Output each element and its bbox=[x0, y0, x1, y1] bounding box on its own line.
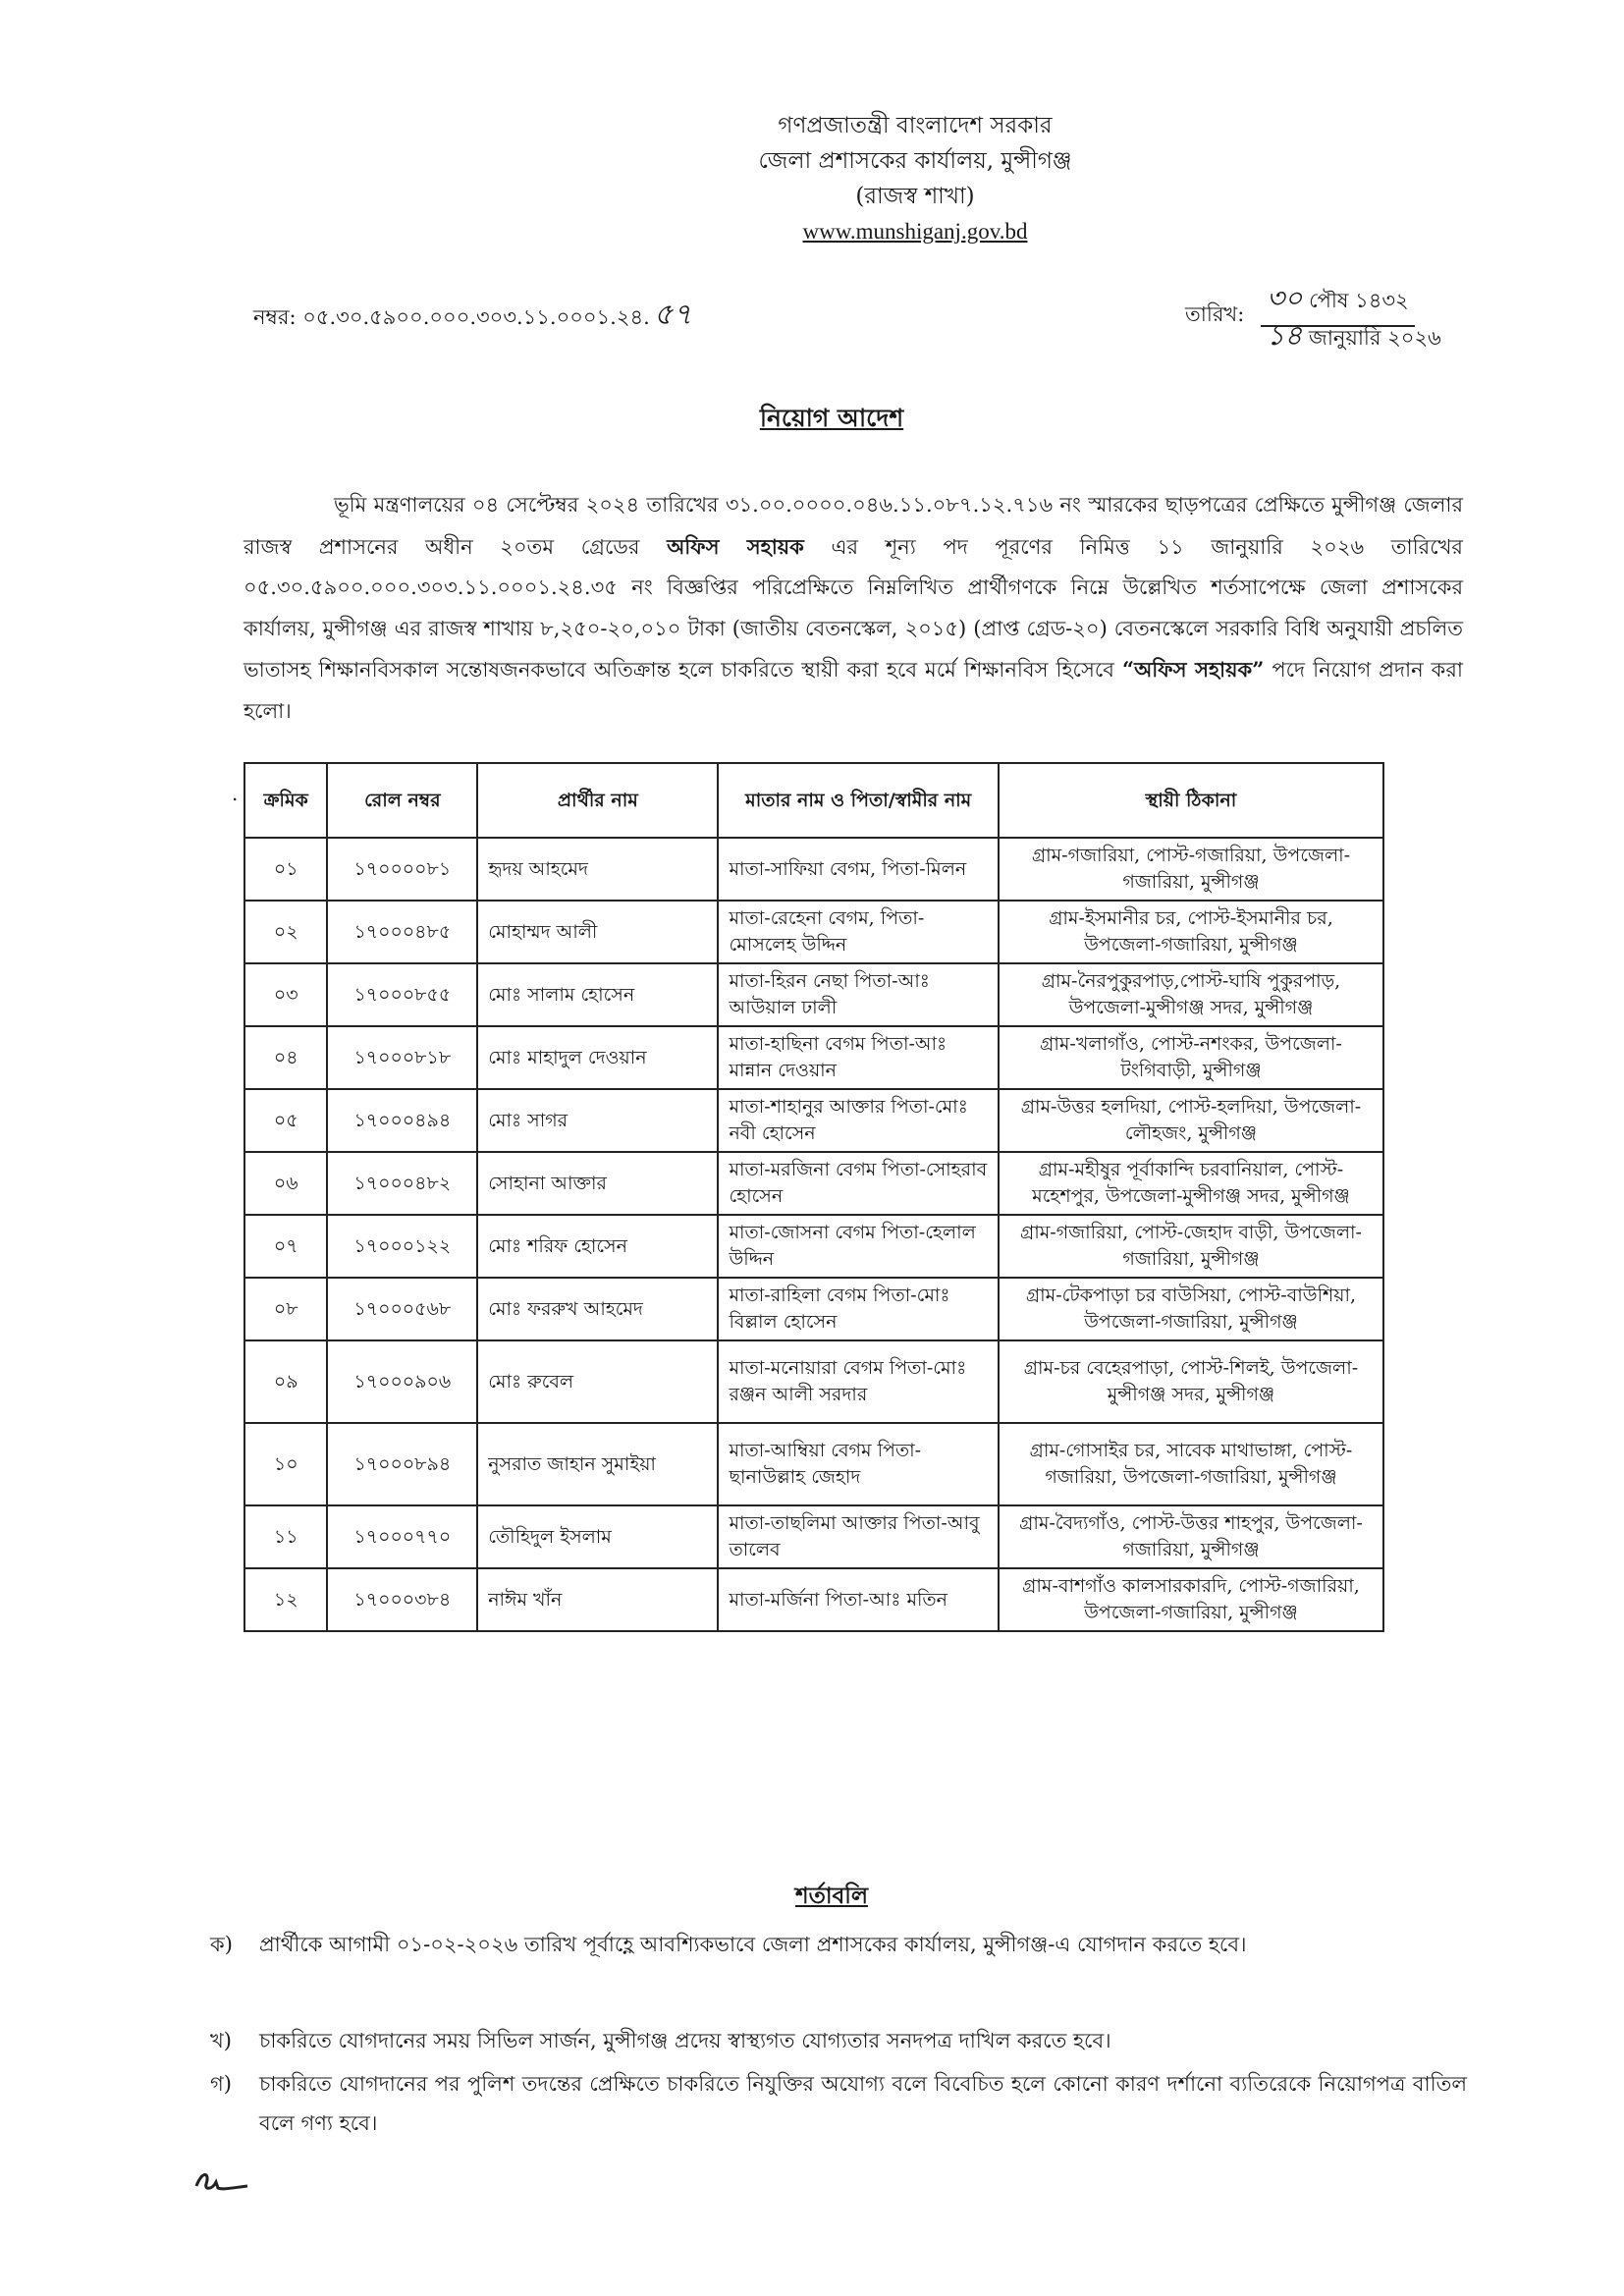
serial-cell: ০৮ bbox=[244, 1278, 327, 1340]
margin-mark: . bbox=[232, 782, 239, 805]
post-name-bold: অফিস সহায়ক bbox=[667, 533, 804, 559]
initial-signature bbox=[192, 2160, 251, 2200]
table-row bbox=[244, 1278, 1383, 1340]
address-cell: গ্রাম-ইসমানীর চর, পোস্ট-ইসমানীর চর, উপজেলা-গজারিয়া, মুন্সীগঞ্জ bbox=[999, 901, 1383, 963]
roll-cell: ১৭০০০৭৭০ bbox=[327, 1505, 477, 1568]
name-cell: মোহাম্মদ আলী bbox=[477, 901, 718, 963]
address-cell: গ্রাম-গোসাইর চর, সাবেক মাথাভাঙ্গা, পোস্ট-গজারিয়া, উপজেলা-গজারিয়া, মুন্সীগঞ্জ bbox=[999, 1423, 1383, 1505]
table-body bbox=[244, 838, 1383, 1631]
term-key: খ) bbox=[210, 2029, 232, 2052]
table-header-row bbox=[244, 763, 1383, 838]
memo-label: নম্বর: ০৫.৩০.৫৯০০.০০০.৩০৩.১১.০০০১.২৪. bbox=[253, 305, 650, 329]
term-text: প্রার্থীকে আগামী ০১-০২-২০২৬ তারিখ পূর্বাহ্ণে আবশ্যিকভাবে জেলা প্রশাসকের কার্যালয়, মুন্সীগঞ্জ-এ যোগদান করতে হবে। bbox=[259, 1933, 1247, 1956]
terms-title: শর্তাবলি bbox=[794, 1883, 869, 1909]
serial-cell: ০৫ bbox=[244, 1089, 327, 1152]
table-row bbox=[244, 1026, 1383, 1089]
website-link[interactable]: www.munshiganj.gov.bd bbox=[802, 219, 1028, 244]
government-name: গণপ্রজাতন্ত্রী বাংলাদেশ সরকার bbox=[778, 113, 1053, 138]
table-row bbox=[244, 1568, 1383, 1631]
name-cell: মোঃ রুবেল bbox=[477, 1340, 718, 1423]
address-cell: গ্রাম-খলাগাঁও, পোস্ট-নশংকর, উপজেলা-টংগিবাড়ী, মুন্সীগঞ্জ bbox=[999, 1026, 1383, 1089]
header-parents: মাতার নাম ও পিতা/স্বামীর নাম bbox=[718, 763, 998, 838]
table-row bbox=[244, 1505, 1383, 1568]
serial-cell: ০২ bbox=[244, 901, 327, 963]
office-name: জেলা প্রশাসকের কার্যালয়, মুন্সীগঞ্জ bbox=[758, 148, 1072, 174]
address-cell: গ্রাম-উত্তর হলদিয়া, পোস্ট-হলদিয়া, উপজেলা-লৌহজং, মুন্সীগঞ্জ bbox=[999, 1089, 1383, 1152]
letterhead bbox=[0, 108, 1624, 249]
table-row bbox=[244, 963, 1383, 1026]
table-row bbox=[244, 838, 1383, 901]
roll-cell: ১৭০০০৮১৮ bbox=[327, 1026, 477, 1089]
roll-cell: ১৭০০০৮৯৪ bbox=[327, 1423, 477, 1505]
parents-cell: মাতা-রেহেনা বেগম, পিতা-মোসলেহ উদ্দিন bbox=[718, 901, 998, 963]
term-key: ক) bbox=[210, 1933, 233, 1956]
table-row bbox=[244, 1089, 1383, 1152]
address-cell: গ্রাম-চর বেহেরপাড়া, পোস্ট-শিলই, উপজেলা-মুন্সীগঞ্জ সদর, মুন্সীগঞ্জ bbox=[999, 1340, 1383, 1423]
memo-handwritten-number: ৫৭ bbox=[653, 298, 692, 332]
serial-cell: ১১ bbox=[244, 1505, 327, 1568]
serial-cell: ০১ bbox=[244, 838, 327, 901]
name-cell: মোঃ শরিফ হোসেন bbox=[477, 1215, 718, 1278]
parents-cell: মাতা-রাহিলা বেগম পিতা-মোঃ বিল্লাল হোসেন bbox=[718, 1278, 998, 1340]
parents-cell: মাতা-জোসনা বেগম পিতা-হেলাল উদ্দিন bbox=[718, 1215, 998, 1278]
address-cell: গ্রাম-বাশগাঁও কালসারকারদি, পোস্ট-গজারিয়া, উপজেলা-গজারিয়া, মুন্সীগঞ্জ bbox=[999, 1568, 1383, 1631]
parents-cell: মাতা-মনোয়ারা বেগম পিতা-মোঃ রঞ্জন আলী সরদার bbox=[718, 1340, 998, 1423]
serial-cell: ১২ bbox=[244, 1568, 327, 1631]
table-row bbox=[244, 1152, 1383, 1215]
parents-cell: মাতা-সাফিয়া বেগম, পিতা-মিলন bbox=[718, 838, 998, 901]
table-row bbox=[244, 1215, 1383, 1278]
appointees-table bbox=[244, 762, 1384, 1632]
roll-cell: ১৭০০০৫৬৮ bbox=[327, 1278, 477, 1340]
name-cell: সোহানা আক্তার bbox=[477, 1152, 718, 1215]
header-serial: ক্রমিক bbox=[244, 763, 327, 838]
english-date bbox=[1261, 314, 1447, 360]
bangla-date-month: পৌষ ১৪৩২ bbox=[1309, 289, 1409, 312]
english-date-month: জানুয়ারি ২০২৬ bbox=[1309, 326, 1441, 350]
term-item bbox=[210, 2021, 1467, 2060]
parents-cell: মাতা-হাছিনা বেগম পিতা-আঃ মান্নান দেওয়ান bbox=[718, 1026, 998, 1089]
serial-cell: ০৪ bbox=[244, 1026, 327, 1089]
term-text: চাকরিতে যোগদানের সময় সিভিল সার্জন, মুন্সীগঞ্জ প্রদেয় স্বাস্থ্যগত যোগ্যতার সনদপত্র দাখিল করতে হবে। bbox=[259, 2029, 1111, 2052]
name-cell: মোঃ ফররুখ আহমেদ bbox=[477, 1278, 718, 1340]
date-block bbox=[1167, 277, 1462, 352]
name-cell: হৃদয় আহমেদ bbox=[477, 838, 718, 901]
table-row bbox=[244, 901, 1383, 963]
bangla-date-day: ৩০ bbox=[1267, 282, 1303, 314]
address-cell: গ্রাম-বৈদ্যগাঁও, পোস্ট-উত্তর শাহপুর, উপজেলা-গজারিয়া, মুন্সীগঞ্জ bbox=[999, 1505, 1383, 1568]
parents-cell: মাতা-তাছলিমা আক্তার পিতা-আবু তালেব bbox=[718, 1505, 998, 1568]
roll-cell: ১৭০০০১২২ bbox=[327, 1215, 477, 1278]
roll-cell: ১৭০০০৪৮২ bbox=[327, 1152, 477, 1215]
address-cell: গ্রাম-মহীষুর পূর্বাকান্দি চরবানিয়াল, পোস্ট-মহেশপুর, উপজেলা-মুন্সীগঞ্জ সদর, মুন্সীগঞ্জ bbox=[999, 1152, 1383, 1215]
date-label: তারিখ: bbox=[1185, 302, 1245, 326]
roll-cell: ১৭০০০০৮১ bbox=[327, 838, 477, 901]
serial-cell: ০৩ bbox=[244, 963, 327, 1026]
table-row bbox=[244, 1340, 1383, 1423]
branch-name: (রাজস্ব শাখা) bbox=[855, 184, 975, 209]
term-item bbox=[210, 1925, 1467, 1964]
order-body: ভূমি মন্ত্রণালয়ের ০৪ সেপ্টেম্বর ২০২৪ তারিখের ৩১.০০.০০০০.০৪৬.১১.০৮৭.১২.৭১৬ নং স্মারকের ছাড়পত্রের প্রেক্ষিতে মুন্সীগঞ্জ জেলার রাজস্ব প্রশাসনের অধীন ২০তম গ্রেডের অফিস সহায়ক এর শূন্য পদ পূরণের নিমিত্ত ১১ জানুয়ারি ২০২৬ তারিখের ০৫.৩০.৫৯০০.০০০.৩০৩.১১.০০০১.২৪.৩৫ নং বিজ্ঞপ্তির পরিপ্রেক্ষিতে নিম্নলিখিত প্রার্থীগণকে নিম্নে উল্লেখিত শর্তসাপেক্ষে জেলা প্রশাসকের কার্যালয়, মুন্সীগঞ্জ এর রাজস্ব শাখায় ৮,২৫০-২০,০১০ টাকা (জাতীয় বেতনস্কেল, ২০১৫) (প্রাপ্ত গ্রেড-২০) বেতনস্কেলে সরকারি বিধি অনুযায়ী প্রচলিত ভাতাসহ শিক্ষানবিসকাল সন্তোষজনকভাবে অতিক্রান্ত হলে চাকরিতে স্থায়ী করা হবে মর্মে শিক্ষানবিস হিসেবে “অফিস সহায়ক” পদে নিয়োগ প্রদান করা হলো। bbox=[244, 493, 1463, 723]
order-title: নিয়োগ আদেশ bbox=[759, 404, 904, 432]
address-cell: গ্রাম-টেকপাড়া চর বাউসিয়া, পোস্ট-বাউশিয়া, উপজেলা-গজারিয়া, মুন্সীগঞ্জ bbox=[999, 1278, 1383, 1340]
serial-cell: ০৯ bbox=[244, 1340, 327, 1423]
name-cell: তৌহিদুল ইসলাম bbox=[477, 1505, 718, 1568]
address-cell: গ্রাম-গজারিয়া, পোস্ট-জেহাদ বাড়ী, উপজেলা-গজারিয়া, মুন্সীগঞ্জ bbox=[999, 1215, 1383, 1278]
name-cell: মোঃ সাগর bbox=[477, 1089, 718, 1152]
memo-number bbox=[253, 291, 692, 341]
name-cell: মোঃ মাহাদুল দেওয়ান bbox=[477, 1026, 718, 1089]
header-address: স্থায়ী ঠিকানা bbox=[999, 763, 1383, 838]
term-item bbox=[210, 2064, 1467, 2143]
name-cell: মোঃ সালাম হোসেন bbox=[477, 963, 718, 1026]
parents-cell: মাতা-আম্বিয়া বেগম পিতা-ছানাউল্লাহ জেহাদ bbox=[718, 1423, 998, 1505]
serial-cell: ০৭ bbox=[244, 1215, 327, 1278]
serial-cell: ১০ bbox=[244, 1423, 327, 1505]
address-cell: গ্রাম-নৈরপুকুরপাড়,পোস্ট-ঘাষি পুকুরপাড়, উপজেলা-মুন্সীগঞ্জ সদর, মুন্সীগঞ্জ bbox=[999, 963, 1383, 1026]
roll-cell: ১৭০০০৪৮৫ bbox=[327, 901, 477, 963]
english-date-day: ১৪ bbox=[1267, 319, 1303, 352]
parents-cell: মাতা-শাহানুর আক্তার পিতা-মোঃ নবী হোসেন bbox=[718, 1089, 998, 1152]
roll-cell: ১৭০০০৪৯৪ bbox=[327, 1089, 477, 1152]
header-roll: রোল নম্বর bbox=[327, 763, 477, 838]
serial-cell: ০৬ bbox=[244, 1152, 327, 1215]
name-cell: নাঈম খাঁন bbox=[477, 1568, 718, 1631]
term-text: চাকরিতে যোগদানের পর পুলিশ তদন্তের প্রেক্ষিতে চাকরিতে নিযুক্তির অযোগ্য বলে বিবেচিত হলে কোনো কারণ দর্শানো ব্যতিরেকে নিয়োগপত্র বাতিল বলে গণ্য হবে। bbox=[259, 2072, 1467, 2135]
parents-cell: মাতা-হিরন নেছা পিতা-আঃ আউয়াল ঢালী bbox=[718, 963, 998, 1026]
header-name: প্রার্থীর নাম bbox=[477, 763, 718, 838]
parents-cell: মাতা-মর্জিনা পিতা-আঃ মতিন bbox=[718, 1568, 998, 1631]
term-key: গ) bbox=[210, 2072, 232, 2096]
parents-cell: মাতা-মরজিনা বেগম পিতা-সোহরাব হোসেন bbox=[718, 1152, 998, 1215]
roll-cell: ১৭০০০৩৮৪ bbox=[327, 1568, 477, 1631]
name-cell: নুসরাত জাহান সুমাইয়া bbox=[477, 1423, 718, 1505]
table-row bbox=[244, 1423, 1383, 1505]
post-name-quoted: “অফিস সহায়ক” bbox=[1122, 657, 1265, 682]
roll-cell: ১৭০০০৯০৬ bbox=[327, 1340, 477, 1423]
address-cell: গ্রাম-গজারিয়া, পোস্ট-গজারিয়া, উপজেলা-গজারিয়া, মুন্সীগঞ্জ bbox=[999, 838, 1383, 901]
roll-cell: ১৭০০০৮৫৫ bbox=[327, 963, 477, 1026]
